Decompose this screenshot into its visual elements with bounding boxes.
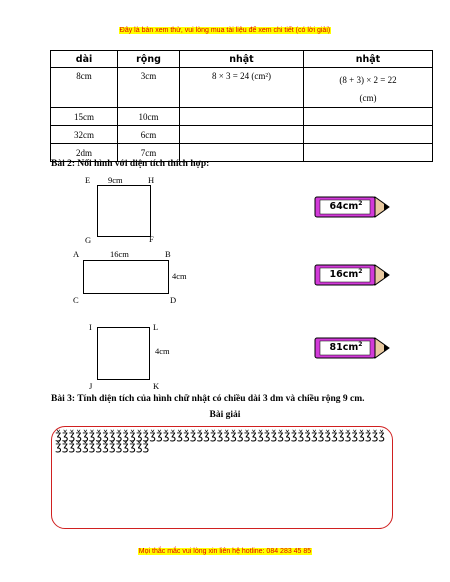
hotline-banner: [0, 548, 450, 555]
side-label-16cm: 16cm: [110, 249, 129, 259]
vertex-label-l: L: [153, 322, 159, 332]
vertex-label-f: F: [149, 234, 154, 244]
bai2-heading: Bài 2: Nối hình với diện tích thích hợp:: [51, 159, 210, 169]
perimeter-line-2: (cm): [359, 93, 377, 103]
vertex-label-i: I: [89, 322, 92, 332]
pencil-16cm2[interactable]: [314, 263, 394, 287]
side-label-4cm: 4cm: [172, 271, 187, 281]
table-row: [51, 68, 433, 108]
cell-width: 10cm: [118, 108, 180, 126]
vertex-label-c: C: [73, 295, 79, 305]
pencil-64cm2[interactable]: [314, 195, 394, 219]
cell-area: 8 × 3 = 24 (cm²): [180, 68, 304, 108]
square-ehgf: [97, 185, 151, 237]
table-row: [51, 108, 433, 126]
vertex-label-d: D: [170, 295, 177, 305]
cell-perimeter[interactable]: [304, 126, 433, 144]
pencil-label: $81cm^2$: [329, 341, 363, 354]
cell-area[interactable]: [180, 108, 304, 126]
cell-length: 32cm: [51, 126, 118, 144]
side-label-4cm: 4cm: [155, 346, 170, 356]
pencil-81cm2[interactable]: [314, 336, 394, 360]
preview-banner: [0, 27, 450, 34]
vertex-label-a: A: [73, 249, 80, 259]
answer-box[interactable]: [51, 426, 393, 529]
rectangle-abcd: [83, 260, 169, 294]
solution-title: Bài giải: [209, 410, 241, 420]
cell-length: 15cm: [51, 108, 118, 126]
preview-banner-text: Đây là bản xem thử, vui lòng mua tài liệu để xem chi tiết (có lời giải): [119, 27, 331, 34]
header-width: rộng: [118, 51, 180, 68]
pencil-label: $16cm^2$: [329, 268, 363, 281]
pencil-label: $64cm^2$: [329, 200, 363, 213]
table-header-row: [51, 51, 433, 68]
cell-width: 6cm: [118, 126, 180, 144]
vertex-label-h: H: [148, 175, 155, 185]
cell-perimeter[interactable]: [304, 144, 433, 162]
square-iljk: [97, 327, 150, 380]
cell-width: 7cm: [118, 144, 180, 162]
vertex-label-b: B: [165, 249, 171, 259]
cell-perimeter[interactable]: [304, 108, 433, 126]
vertex-label-j: J: [89, 381, 93, 391]
side-label-9cm: 9cm: [108, 175, 123, 185]
cell-length: 2dm: [51, 144, 118, 162]
vertex-label-e: E: [85, 175, 91, 185]
vertex-label-k: K: [153, 381, 160, 391]
bai3-heading: Bài 3: Tính diện tích của hình chữ nhật có chiều dài 3 dm và chiều rộng 9 cm.: [51, 394, 365, 404]
rectangle-table: [50, 50, 433, 162]
perimeter-line-1: (8 + 3) × 2 = 22: [339, 75, 397, 85]
cell-perimeter: [304, 68, 433, 108]
hotline-text: Mọi thắc mắc vui lòng xin liên hệ hotline: 084 283 45 85: [138, 548, 312, 555]
table-row: [51, 126, 433, 144]
header-area: nhật: [180, 51, 304, 68]
header-length: dài: [51, 51, 118, 68]
answer-lines: ǯǯǯǯǯǯǯǯǯǯǯǯǯǯǯǯǯǯǯǯǯǯǯǯǯǯǯǯǯǯǯǯǯǯǯǯǯǯǯǯǯǯǯǯǯǯǯǯǯǯǯǯǯǯǯǯǯǯǯǯǯǯǯ: [55, 429, 386, 453]
cell-area[interactable]: [180, 126, 304, 144]
cell-width: 3cm: [118, 68, 180, 108]
cell-length: 8cm: [51, 68, 118, 108]
header-perimeter: nhật: [304, 51, 433, 68]
vertex-label-g: G: [85, 235, 92, 245]
